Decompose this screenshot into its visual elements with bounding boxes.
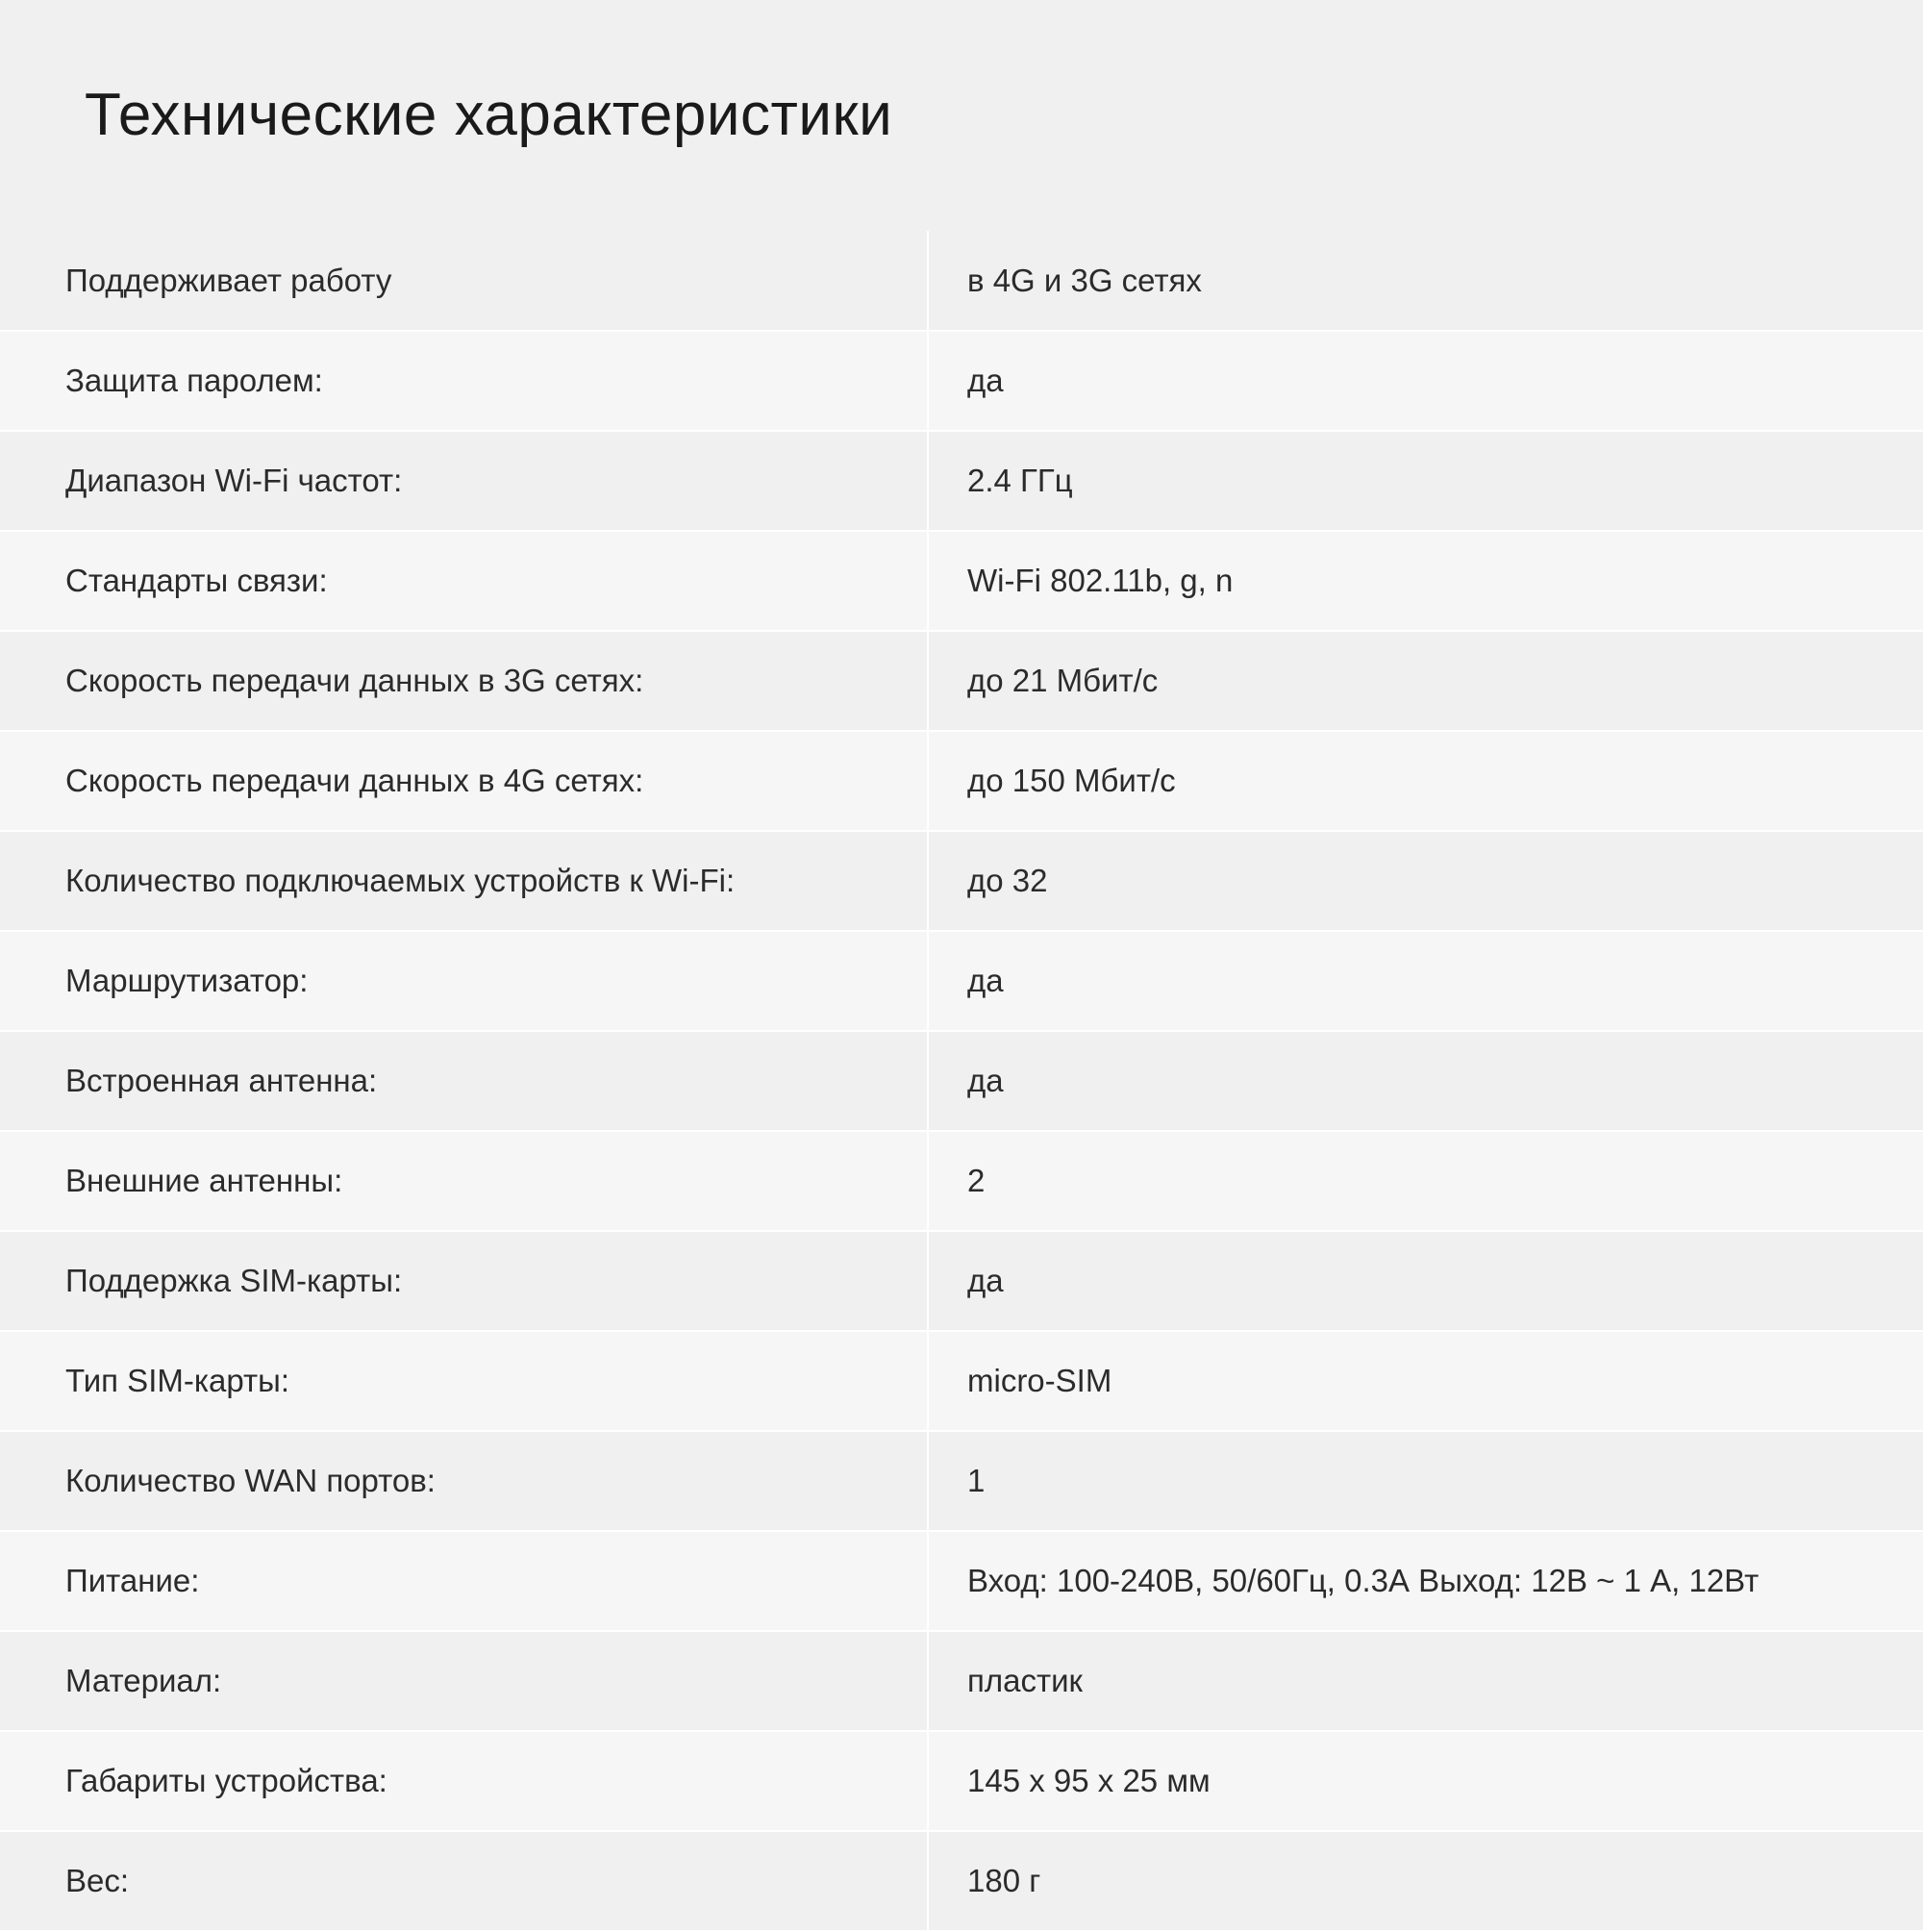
- spec-key: Защита паролем:: [0, 331, 928, 431]
- page-title: Технические характеристики: [85, 81, 893, 148]
- table-row: [0, 1131, 1923, 1231]
- spec-value: да: [928, 331, 1923, 431]
- table-row: [0, 431, 1923, 531]
- spec-key: Скорость передачи данных в 3G сетях:: [0, 631, 928, 731]
- table-row: [0, 1531, 1923, 1631]
- spec-value: micro-SIM: [928, 1331, 1923, 1431]
- table-row: [0, 1031, 1923, 1131]
- spec-value: да: [928, 1031, 1923, 1131]
- spec-key: Вес:: [0, 1831, 928, 1931]
- spec-key: Количество подключаемых устройств к Wi-Fi:: [0, 831, 928, 931]
- spec-value: пластик: [928, 1631, 1923, 1731]
- spec-value: в 4G и 3G сетях: [928, 231, 1923, 331]
- table-row: [0, 631, 1923, 731]
- spec-value: 2.4 ГГц: [928, 431, 1923, 531]
- spec-key: Габариты устройства:: [0, 1731, 928, 1831]
- table-row: [0, 1231, 1923, 1331]
- spec-value: да: [928, 931, 1923, 1031]
- spec-key: Стандарты связи:: [0, 531, 928, 631]
- spec-value: до 32: [928, 831, 1923, 931]
- table-row: [0, 1631, 1923, 1731]
- spec-value: 180 г: [928, 1831, 1923, 1931]
- spec-value: 2: [928, 1131, 1923, 1231]
- spec-key: Диапазон Wi-Fi частот:: [0, 431, 928, 531]
- spec-key: Питание:: [0, 1531, 928, 1631]
- spec-value: до 150 Мбит/с: [928, 731, 1923, 831]
- table-row: [0, 731, 1923, 831]
- table-row: [0, 831, 1923, 931]
- spec-value: Вход: 100-240В, 50/60Гц, 0.3А Выход: 12В ~ 1 А, 12Вт: [928, 1531, 1923, 1631]
- table-row: [0, 1831, 1923, 1931]
- spec-value: да: [928, 1231, 1923, 1331]
- spec-header: [0, 0, 1923, 231]
- table-row: [0, 1331, 1923, 1431]
- specifications-table: [0, 231, 1923, 1932]
- table-row: [0, 531, 1923, 631]
- table-row: [0, 1731, 1923, 1831]
- spec-value: 145 х 95 х 25 мм: [928, 1731, 1923, 1831]
- spec-value: Wi-Fi 802.11b, g, n: [928, 531, 1923, 631]
- spec-key: Маршрутизатор:: [0, 931, 928, 1031]
- spec-key: Скорость передачи данных в 4G сетях:: [0, 731, 928, 831]
- table-row: [0, 331, 1923, 431]
- table-row: [0, 931, 1923, 1031]
- spec-key: Поддержка SIM-карты:: [0, 1231, 928, 1331]
- spec-value: 1: [928, 1431, 1923, 1531]
- spec-value: до 21 Мбит/с: [928, 631, 1923, 731]
- table-row: [0, 1431, 1923, 1531]
- table-row: [0, 231, 1923, 331]
- spec-key: Поддерживает работу: [0, 231, 928, 331]
- spec-key: Количество WAN портов:: [0, 1431, 928, 1531]
- spec-key: Тип SIM-карты:: [0, 1331, 928, 1431]
- spec-key: Встроенная антенна:: [0, 1031, 928, 1131]
- spec-key: Внешние антенны:: [0, 1131, 928, 1231]
- spec-key: Материал:: [0, 1631, 928, 1731]
